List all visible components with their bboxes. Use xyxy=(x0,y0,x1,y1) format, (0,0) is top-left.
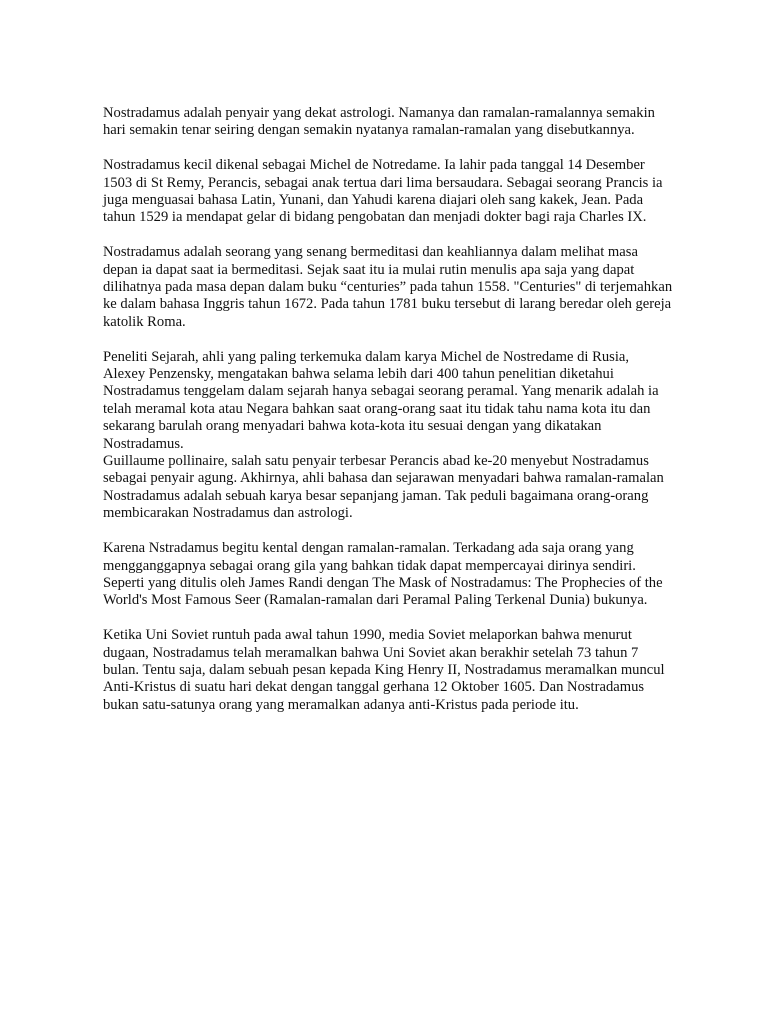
text-line: hari semakin tenar seiring dengan semakin nyatanya ramalan-ramalan yang disebutkannya. xyxy=(103,122,635,139)
paragraph-gap xyxy=(103,331,678,348)
paragraph-5 xyxy=(103,540,678,610)
text-line: mengganggapnya sebagai orang gila yang bahkan tidak dapat mempercayai dirinya sendiri. xyxy=(103,557,636,574)
text-line: Peneliti Sejarah, ahli yang paling terkemuka dalam karya Michel de Nostredame di Rusia, xyxy=(103,348,630,365)
paragraph-4 xyxy=(103,349,678,523)
text-line: Alexey Penzensky, mengatakan bahwa selama lebih dari 400 tahun penelitian diketahui xyxy=(103,366,614,383)
text-line: ke dalam bahasa Inggris tahun 1672. Pada tahun 1781 buku tersebut di larang beredar oleh gereja xyxy=(103,296,672,313)
text-line: Nostradamus adalah sebuah karya besar sepanjang jaman. Tak peduli bagaimana orang-orang xyxy=(103,487,649,504)
text-line: juga menguasai bahasa Latin, Yunani, dan Yahudi karena diajari oleh sang kakek, Jean. Pada xyxy=(103,192,644,209)
text-line: Ketika Uni Soviet runtuh pada awal tahun 1990, media Soviet melaporkan bahwa menurut xyxy=(103,627,632,644)
text-line: Karena Nstradamus begitu kental dengan ramalan-ramalan. Terkadang ada saja orang yang xyxy=(103,540,634,557)
text-line: dilihatnya pada masa depan dalam buku “centuries” pada tahun 1558. "Centuries" di terjemahkan xyxy=(103,279,673,296)
paragraph-gap xyxy=(103,610,678,627)
text-line: Nostradamus kecil dikenal sebagai Michel de Notredame. Ia lahir pada tanggal 14 Desember xyxy=(103,157,645,174)
paragraph-gap xyxy=(103,227,678,244)
paragraph-gap xyxy=(103,523,678,540)
text-line: World's Most Famous Seer (Ramalan-ramalan dari Peramal Paling Terkenal Dunia) bukunya. xyxy=(103,592,648,609)
document-body xyxy=(103,105,678,714)
paragraph-2 xyxy=(103,157,678,227)
paragraph-1 xyxy=(103,105,678,140)
text-line: sekarang barulah orang menyadari bahwa kota-kota itu sesuai dengan yang dikatakan xyxy=(103,418,602,435)
text-line: bulan. Tentu saja, dalam sebuah pesan kepada King Henry II, Nostradamus meramalkan muncul xyxy=(103,661,665,678)
paragraph-3 xyxy=(103,244,678,331)
text-line: Nostradamus tenggelam dalam sejarah hanya sebagai seorang peramal. Yang menarik adalah ia xyxy=(103,383,659,400)
paragraph-6 xyxy=(103,627,678,714)
text-line: 1503 di St Remy, Perancis, sebagai anak tertua dari lima bersaudara. Sebagai seorang Prancis ia xyxy=(103,174,663,191)
text-line: Guillaume pollinaire, salah satu penyair terbesar Perancis abad ke-20 menyebut Nostradamus xyxy=(103,453,649,470)
text-line: telah meramal kota atau Negara bahkan saat orang-orang saat itu tidak tahu nama kota itu dan xyxy=(103,400,651,417)
text-line: tahun 1529 ia mendapat gelar di bidang pengobatan dan menjadi dokter bagi raja Charles IX. xyxy=(103,209,647,226)
text-line: sebagai penyair agung. Akhirnya, ahli bahasa dan sejarawan menyadari bahwa ramalan-ramalan xyxy=(103,470,664,487)
text-line: membicarakan Nostradamus dan astrologi. xyxy=(103,505,353,522)
text-line: depan ia dapat saat ia bermeditasi. Sejak saat itu ia mulai rutin menulis apa saja yang dapat xyxy=(103,261,635,278)
text-line: katolik Roma. xyxy=(103,313,186,330)
text-line: Nostradamus adalah seorang yang senang bermeditasi dan keahliannya dalam melihat masa xyxy=(103,244,638,261)
text-line: dugaan, Nostradamus telah meramalkan bahwa Uni Soviet akan berakhir setelah 73 tahun 7 xyxy=(103,644,639,661)
text-line: Nostradamus adalah penyair yang dekat astrologi. Namanya dan ramalan-ramalannya semakin xyxy=(103,105,655,121)
text-line: bukan satu-satunya orang yang meramalkan adanya anti-Kristus pada periode itu. xyxy=(103,696,579,713)
text-line: Anti-Kristus di suatu hari dekat dengan tanggal gerhana 12 Oktober 1605. Dan Nostradamus xyxy=(103,679,645,696)
text-line: Seperti yang ditulis oleh James Randi dengan The Mask of Nostradamus: The Prophecies of the xyxy=(103,574,663,591)
text-line: Nostradamus. xyxy=(103,435,184,452)
paragraph-gap xyxy=(103,140,678,157)
